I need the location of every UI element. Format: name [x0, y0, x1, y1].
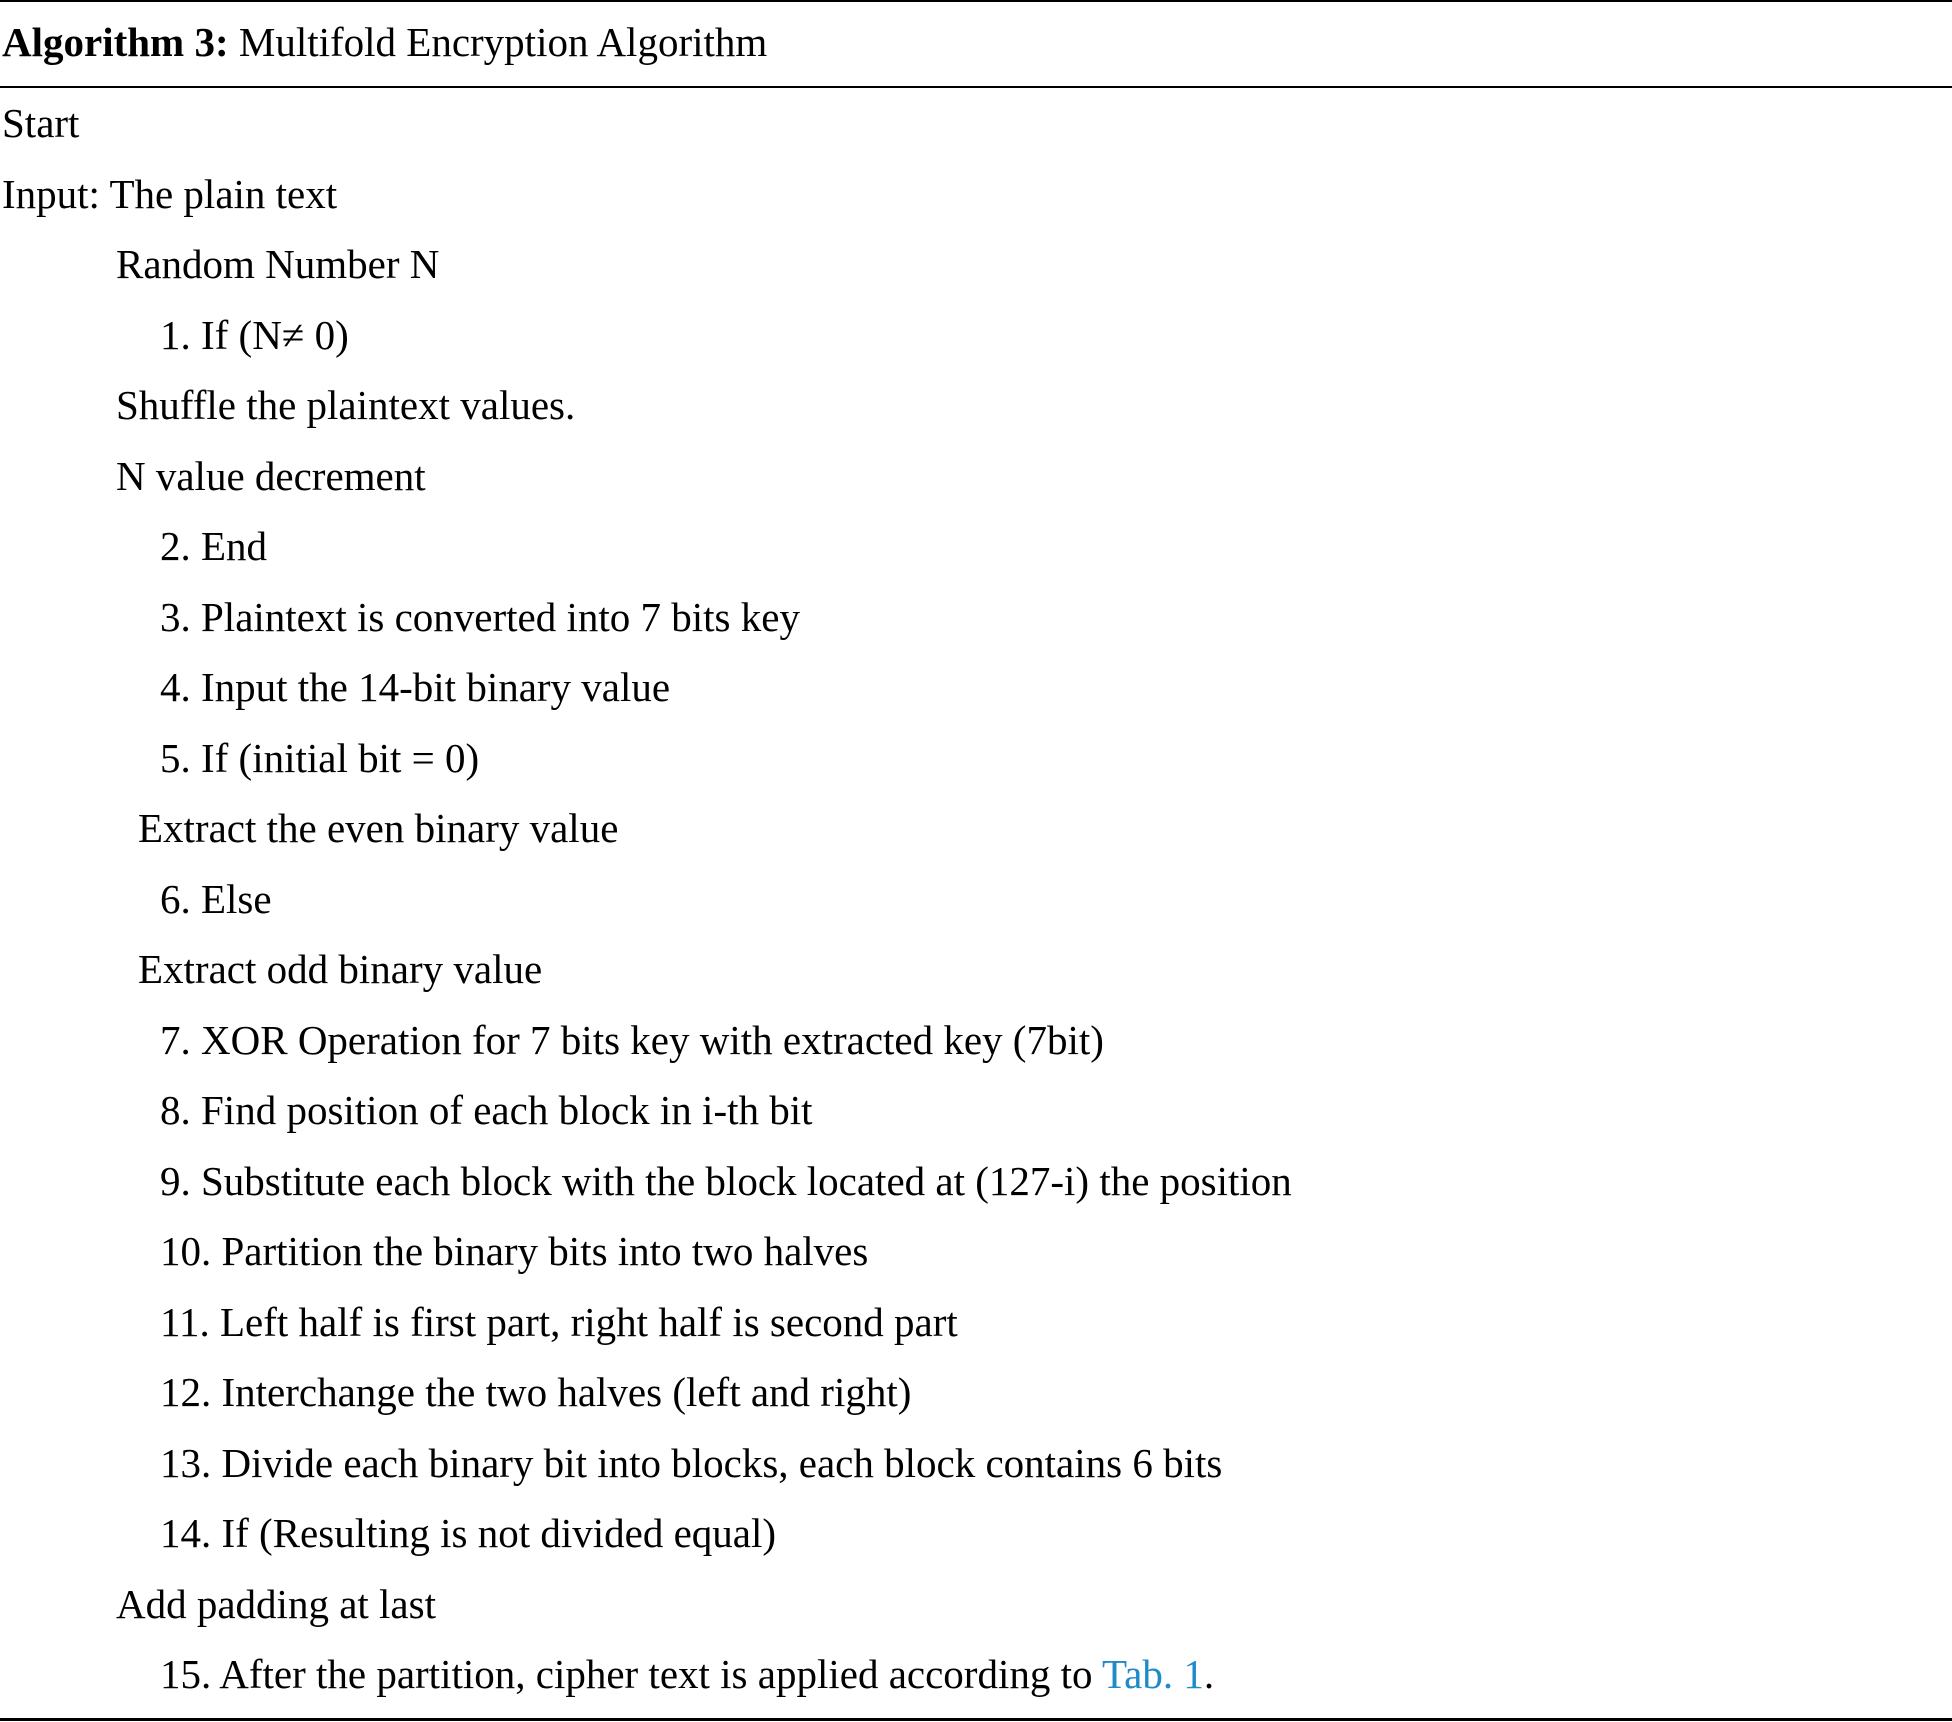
header-rule	[0, 86, 1952, 88]
algorithm-line: Shuffle the plaintext values.	[116, 382, 576, 428]
algorithm-line: Extract odd binary value	[138, 946, 543, 992]
algorithm-line: 1. If (N≠ 0)	[160, 311, 349, 358]
algorithm-line: 11. Left half is first part, right half is second part	[160, 1298, 958, 1345]
algorithm-line: Start	[2, 100, 80, 146]
algorithm-line: 3. Plaintext is converted into 7 bits key	[160, 593, 800, 640]
algorithm-label: Algorithm 3:	[2, 19, 229, 65]
algorithm-line: 6. Else	[160, 875, 272, 922]
algorithm-name: Multifold Encryption Algorithm	[238, 19, 768, 65]
algorithm-line: Extract the even binary value	[138, 805, 619, 851]
algorithm-title	[2, 19, 768, 65]
top-rule	[0, 0, 1952, 2]
algorithm-line: 13. Divide each binary bit into blocks, each block contains 6 bits	[160, 1439, 1223, 1486]
algorithm-line: Random Number N	[116, 241, 440, 287]
algorithm-line: 9. Substitute each block with the block located at (127-i) the position	[160, 1157, 1292, 1204]
algorithm-line: 12. Interchange the two halves (left and right)	[160, 1369, 912, 1415]
algorithm-line: 10. Partition the binary bits into two halves	[160, 1228, 869, 1274]
algorithm-line: 14. If (Resulting is not divided equal)	[160, 1510, 777, 1556]
algorithm-line: Add padding at last	[116, 1580, 436, 1627]
algorithm-line: 2. End	[160, 523, 268, 569]
algorithm-line: N value decrement	[116, 452, 426, 499]
bottom-rule	[0, 1718, 1952, 1721]
algorithm-line: 4. Input the 14-bit binary value	[160, 664, 671, 710]
algorithm-line: 8. Find position of each block in i-th bit	[160, 1087, 813, 1133]
algorithm-line: 7. XOR Operation for 7 bits key with extracted key (7bit)	[160, 1016, 1104, 1063]
algorithm-line-final	[160, 1651, 1215, 1697]
final-line-suffix: .	[1203, 1651, 1215, 1697]
table-reference-link[interactable]: Tab. 1	[1101, 1651, 1204, 1697]
final-line-text: 15. After the partition, cipher text is applied according to	[160, 1651, 1102, 1697]
algorithm-line: 5. If (initial bit = 0)	[160, 734, 480, 781]
algorithm-line: Input: The plain text	[2, 170, 338, 217]
